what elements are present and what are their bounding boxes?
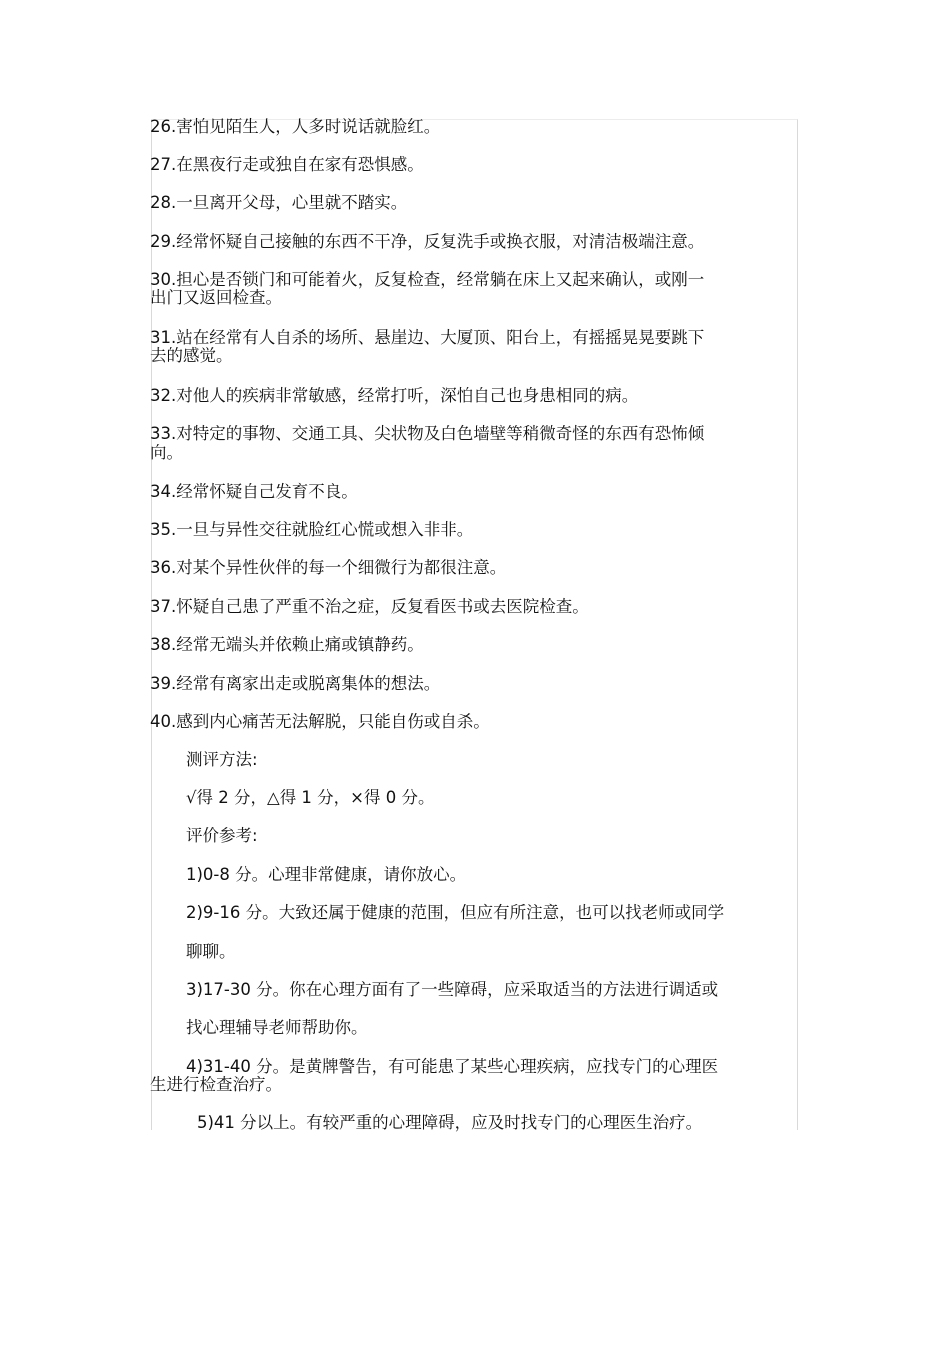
question-30-cont: 出门又返回检查。 [150,288,282,307]
question-31-cont: 去的感觉。 [150,346,233,365]
eval-item-2: 2)9-16 分。大致还属于健康的范围，但应有所注意，也可以找老师或同学 [186,903,725,922]
question-39: 39.经常有离家出走或脱离集体的想法。 [150,674,441,693]
question-30: 30.担心是否锁门和可能着火，反复检查，经常躺在床上又起来确认，或刚一 [150,270,705,289]
question-37: 37.怀疑自己患了严重不治之症，反复看医书或去医院检查。 [150,597,589,616]
question-36: 36.对某个异性伙伴的每一个细微行为都很注意。 [150,558,507,577]
eval-title: 评价参考: [186,826,258,845]
question-33-cont: 向。 [150,443,183,462]
question-27: 27.在黑夜行走或独自在家有恐惧感。 [150,155,424,174]
eval-item-1: 1)0-8 分。心理非常健康，请你放心。 [186,865,467,884]
question-26: 26.害怕见陌生人，人多时说话就脸红。 [150,117,441,136]
eval-item-3-cont: 找心理辅导老师帮助你。 [186,1018,368,1037]
question-32: 32.对他人的疾病非常敏感，经常打听，深怕自己也身患相同的病。 [150,386,639,405]
method-title: 测评方法: [186,750,258,769]
question-33: 33.对特定的事物、交通工具、尖状物及白色墙壁等稍微奇怪的东西有恐怖倾 [150,424,705,443]
eval-item-3: 3)17-30 分。你在心理方面有了一些障碍，应采取适当的方法进行调适或 [186,980,719,999]
question-29: 29.经常怀疑自己接触的东西不干净，反复洗手或换衣服，对清洁极端注意。 [150,232,705,251]
question-34: 34.经常怀疑自己发育不良。 [150,482,358,501]
question-35: 35.一旦与异性交往就脸红心慌或想入非非。 [150,520,474,539]
question-28: 28.一旦离开父母，心里就不踏实。 [150,193,408,212]
eval-item-4-cont: 生进行检查治疗。 [150,1075,282,1094]
question-31: 31.站在经常有人自杀的场所、悬崖边、大厦顶、阳台上，有摇摇晃晃要跳下 [150,328,705,347]
eval-item-2-cont: 聊聊。 [186,942,236,961]
eval-item-5: 5)41 分以上。有较严重的心理障碍，应及时找专门的心理医生治疗。 [197,1113,703,1132]
method-text: √得 2 分，△得 1 分，×得 0 分。 [186,788,435,807]
question-38: 38.经常无端头并依赖止痛或镇静药。 [150,635,424,654]
question-40: 40.感到内心痛苦无法解脱，只能自伤或自杀。 [150,712,490,731]
eval-item-4: 4)31-40 分。是黄牌警告，有可能患了某些心理疾病，应找专门的心理医 [186,1057,719,1076]
